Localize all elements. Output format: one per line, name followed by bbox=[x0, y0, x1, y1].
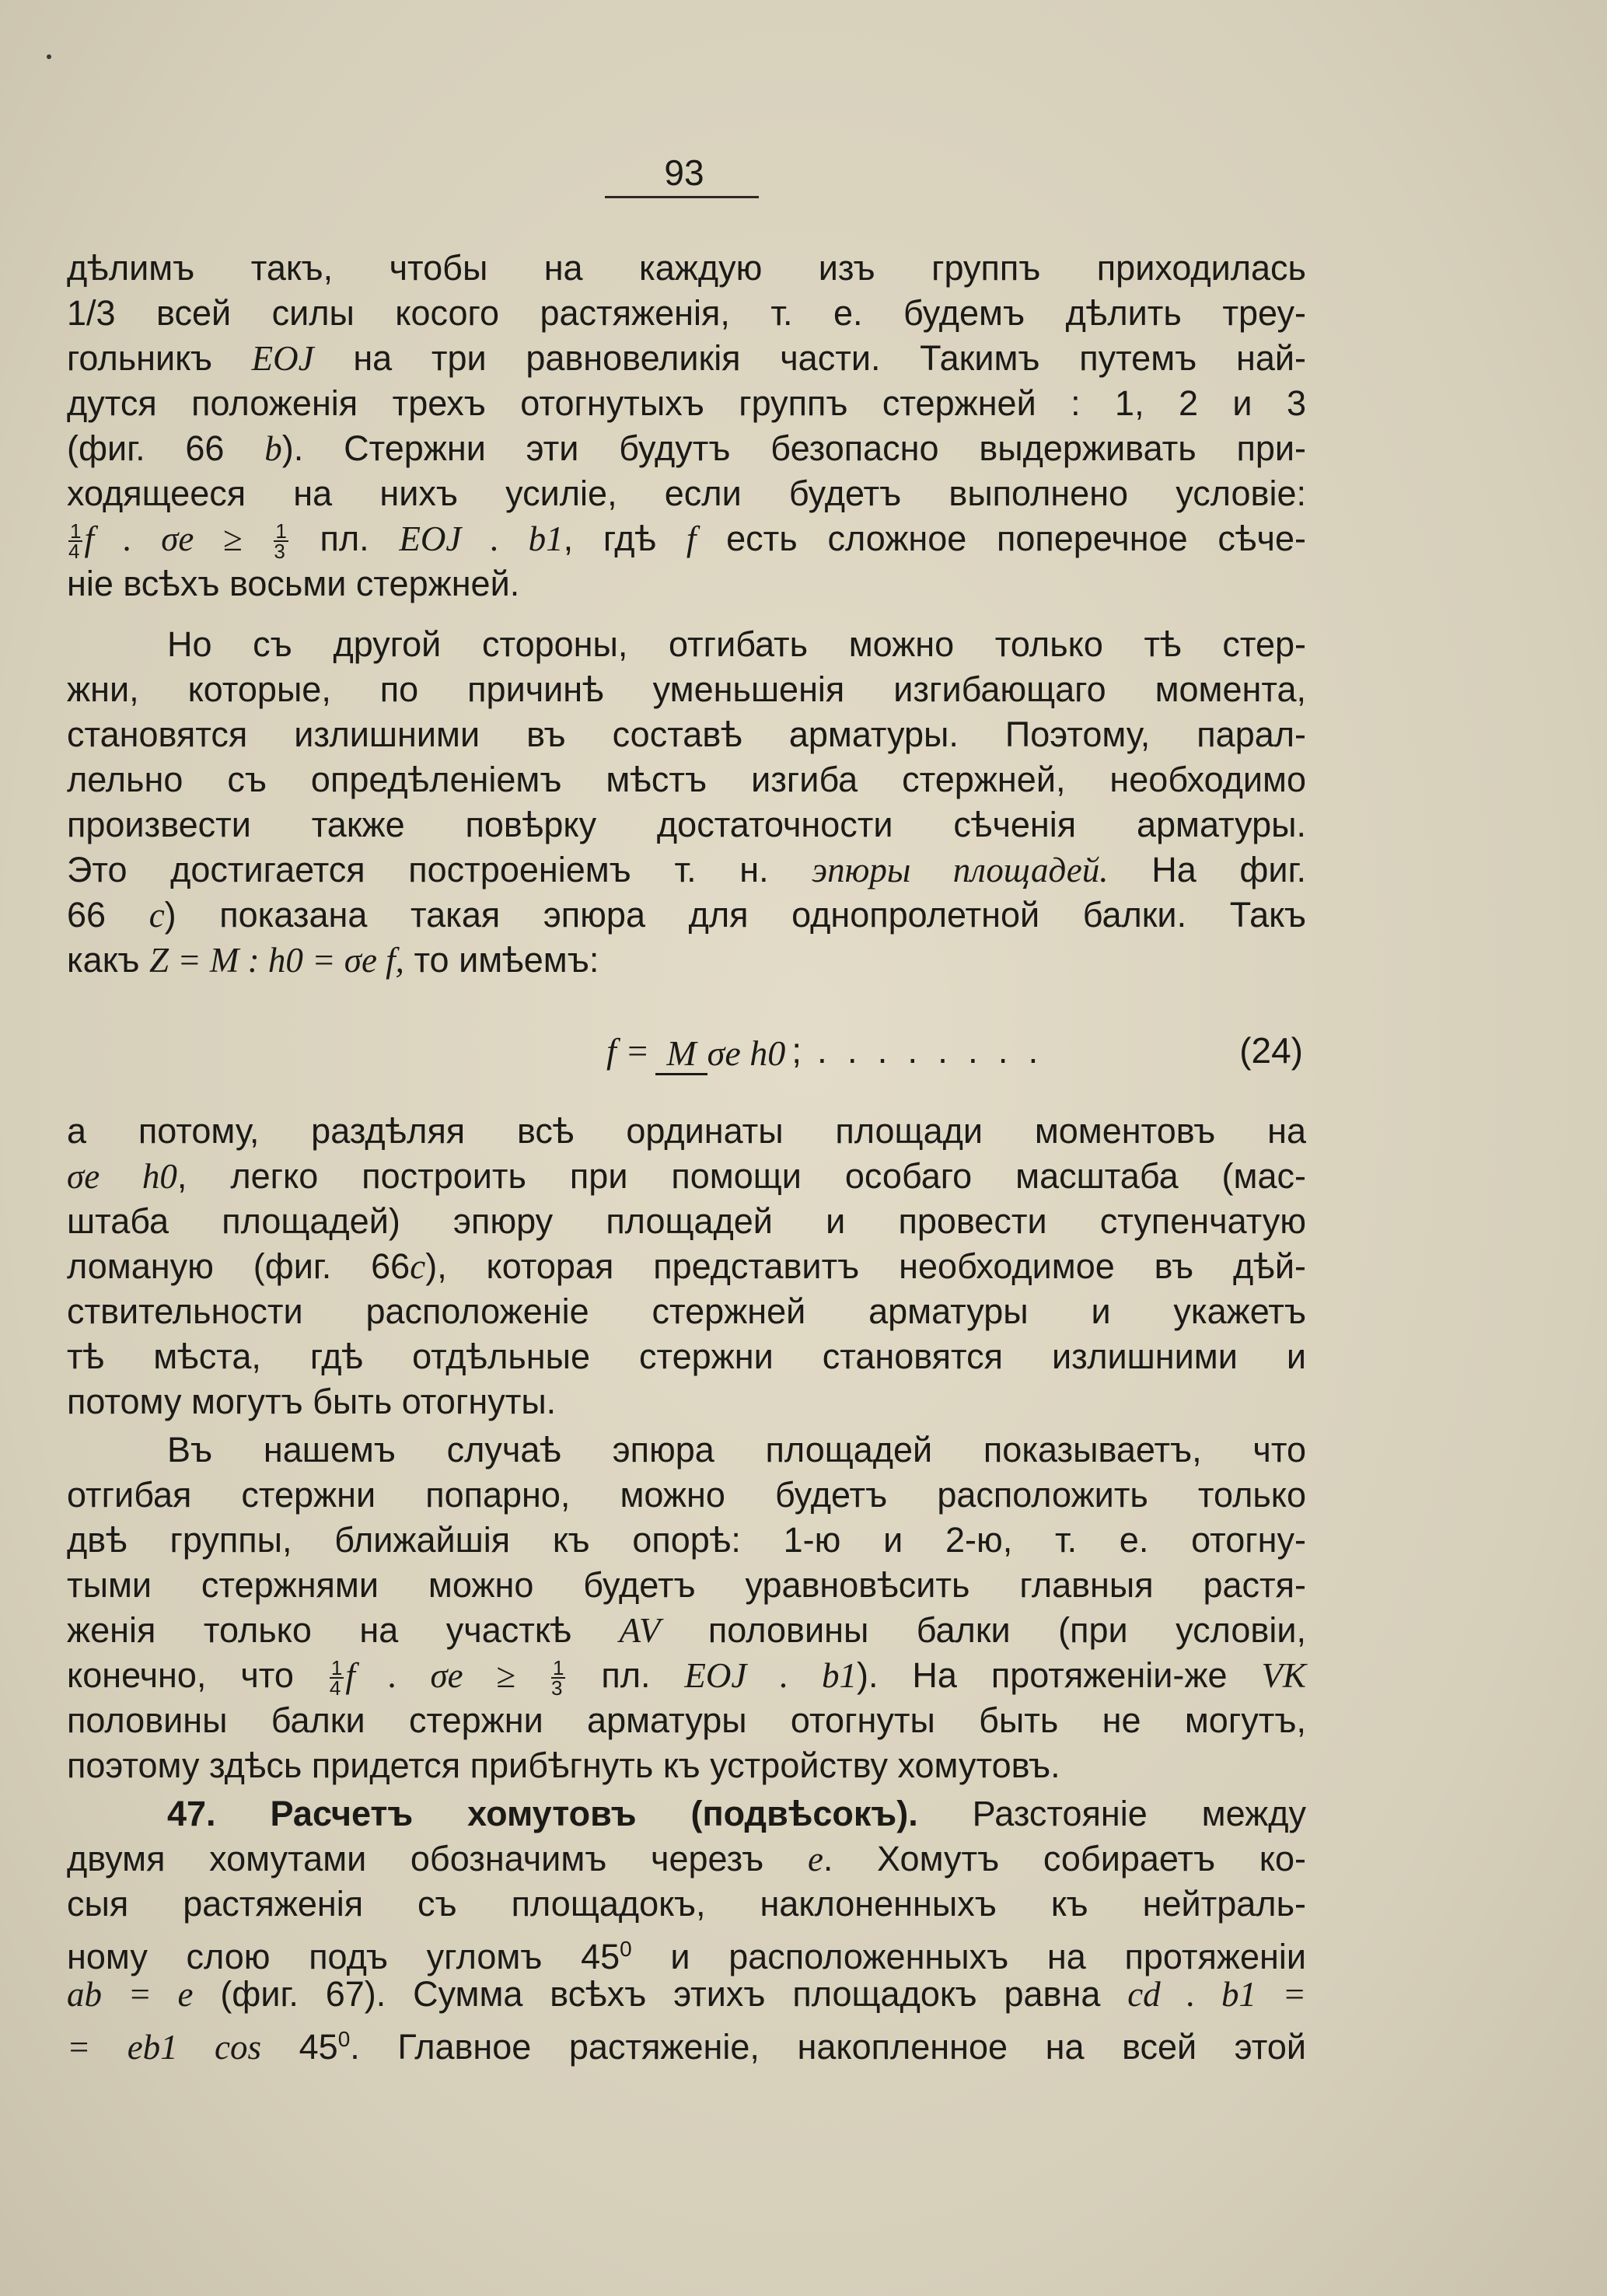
p4-line-7: половины балки стержни арматуры отогнуты быть не могутъ, bbox=[67, 1700, 1306, 1740]
p4-line-6: конечно, что $\frac{1}{4}$ f . σe ≥ $\frac{1}{3}$ пл. EOJ . b1). На протяженіи-же VK bbox=[67, 1655, 1306, 1700]
s47-line-5: ab = e (фиг. 67). Сумма всѣхъ этихъ площадокъ равна cd . b1 = bbox=[67, 1974, 1306, 2014]
s47-line-2: двумя хомутами обозначимъ черезъ e. Хомутъ собираетъ ко- bbox=[67, 1839, 1306, 1878]
p2-line-4: лельно съ опредѣленіемъ мѣстъ изгиба стержней, необходимо bbox=[67, 760, 1306, 799]
p1-line-2: 1/3 всей силы косого растяженія, т. е. будемъ дѣлить треу- bbox=[67, 293, 1306, 333]
p2-line-5: произвести также повѣрку достаточности сѣченія арматуры. bbox=[67, 805, 1306, 844]
p3-line-6: тѣ мѣста, гдѣ отдѣльные стержни становятся излишними и bbox=[67, 1337, 1306, 1376]
p4-line-1: Въ нашемъ случаѣ эпюра площадей показываетъ, что bbox=[167, 1430, 1306, 1470]
equation-24: f = M σe h0 ; ........ (24) bbox=[606, 1008, 1306, 1093]
fraction-third: $\frac{1}{3}$ bbox=[550, 1656, 564, 1700]
s47-line-6: = eb1 $\cos 45^0$. Главное растяженіе, накопленное на всей этой bbox=[67, 2027, 1306, 2067]
s47-line-3: сыя растяженія съ площадокъ, наклоненныхъ къ нейтраль- bbox=[67, 1884, 1306, 1924]
equation-fraction: M σe h0 bbox=[655, 1034, 785, 1072]
p1-line-4: дутся положенія трехъ отогнутыхъ группъ стержней : 1, 2 и 3 bbox=[67, 383, 1306, 423]
p2-line-2: жни, которые, по причинѣ уменьшенія изгибающаго момента, bbox=[67, 669, 1306, 709]
p3-line-4: ломаную (фиг. 66c), которая представитъ необходимое въ дѣй- bbox=[67, 1246, 1307, 1286]
s47-line-1: 47. Расчетъ хомутовъ (подвѣсокъ). Разстояніе между bbox=[167, 1794, 1306, 1833]
dust-speck bbox=[47, 54, 51, 59]
p2-line-1: Но съ другой стороны, отгибать можно только тѣ стер- bbox=[167, 624, 1306, 664]
s47-line-4: ному слою подъ угломъ $45^0$ и расположенныхъ на протяженіи bbox=[67, 1937, 1306, 1976]
p1-line-6: ходящееся на нихъ усиліе, если будетъ выполнено условіе: bbox=[67, 474, 1306, 513]
p4-line-5: женія только на участкѣ AV половины балки (при условіи, bbox=[67, 1610, 1306, 1650]
p4-line-3: двѣ группы, ближайшія къ опорѣ: 1-ю и 2-ю, т. е. отогну- bbox=[67, 1520, 1306, 1560]
p4-line-8: поэтому здѣсь придется прибѣгнуть къ устройству хомутовъ. bbox=[67, 1746, 1060, 1785]
p2-line-3: становятся излишними въ составѣ арматуры. Поэтому, парал- bbox=[67, 715, 1306, 754]
p4-line-2: отгибая стержни попарно, можно будетъ расположить только bbox=[67, 1475, 1306, 1515]
section-heading: 47. Расчетъ хомутовъ (подвѣсокъ). bbox=[167, 1794, 918, 1833]
p1-line-8: ніе всѣхъ восьми стержней. bbox=[67, 564, 520, 603]
p3-line-1: а потому, раздѣляя всѣ ординаты площади моментовъ на bbox=[67, 1111, 1306, 1151]
p2-line-8: какъ Z = M : h0 = σe f, то имѣемъ: bbox=[67, 940, 599, 980]
emphasis-epure: эпюры площадей. bbox=[812, 851, 1109, 889]
p3-line-3: штаба площадей) эпюру площадей и провести ступенчатую bbox=[67, 1201, 1306, 1241]
fraction-third: $\frac{1}{3}$ bbox=[274, 519, 287, 564]
p1-line-1: дѣлимъ такъ, чтобы на каждую изъ группъ приходилась bbox=[67, 248, 1306, 288]
p1-line-3: гольникъ EOJ на три равновеликія части. Такимъ путемъ най- bbox=[67, 338, 1306, 378]
p3-line-5: ствительности расположеніе стержней арматуры и укажетъ bbox=[67, 1291, 1306, 1331]
page-number: 93 bbox=[664, 152, 704, 193]
p1-line-7: $\frac{1}{4}$ f . σe ≥ $\frac{1}{3}$ пл. EOJ . b1, гдѣ f есть сложное поперечное сѣче- bbox=[68, 519, 1306, 564]
var-eoj: EOJ bbox=[251, 339, 314, 378]
p4-line-4: тыми стержнями можно будетъ уравновѣсить главныя растя- bbox=[67, 1565, 1306, 1605]
p2-line-7: 66 c) показана такая эпюра для однопролетной балки. Такъ bbox=[67, 895, 1306, 935]
p3-line-2: σe h0, легко построить при помощи особаго масштаба (мас- bbox=[67, 1156, 1306, 1196]
formula-z: Z = M : h0 = σe f, bbox=[149, 941, 404, 980]
p1-line-5: (фиг. 66 b). Стержни эти будутъ безопасно выдерживать при- bbox=[67, 428, 1306, 468]
fraction-one-third: 1/3 bbox=[67, 293, 116, 333]
equation-number: (24) bbox=[1239, 1030, 1303, 1071]
p3-line-7: потому могутъ быть отогнуты. bbox=[67, 1382, 557, 1421]
p2-line-6: Это достигается построеніемъ т. н. эпюры площадей. На фиг. bbox=[67, 850, 1306, 889]
fraction-quarter: $\frac{1}{4}$ bbox=[68, 519, 82, 564]
page-number-rule bbox=[605, 196, 759, 198]
fraction-quarter: $\frac{1}{4}$ bbox=[329, 1656, 343, 1700]
